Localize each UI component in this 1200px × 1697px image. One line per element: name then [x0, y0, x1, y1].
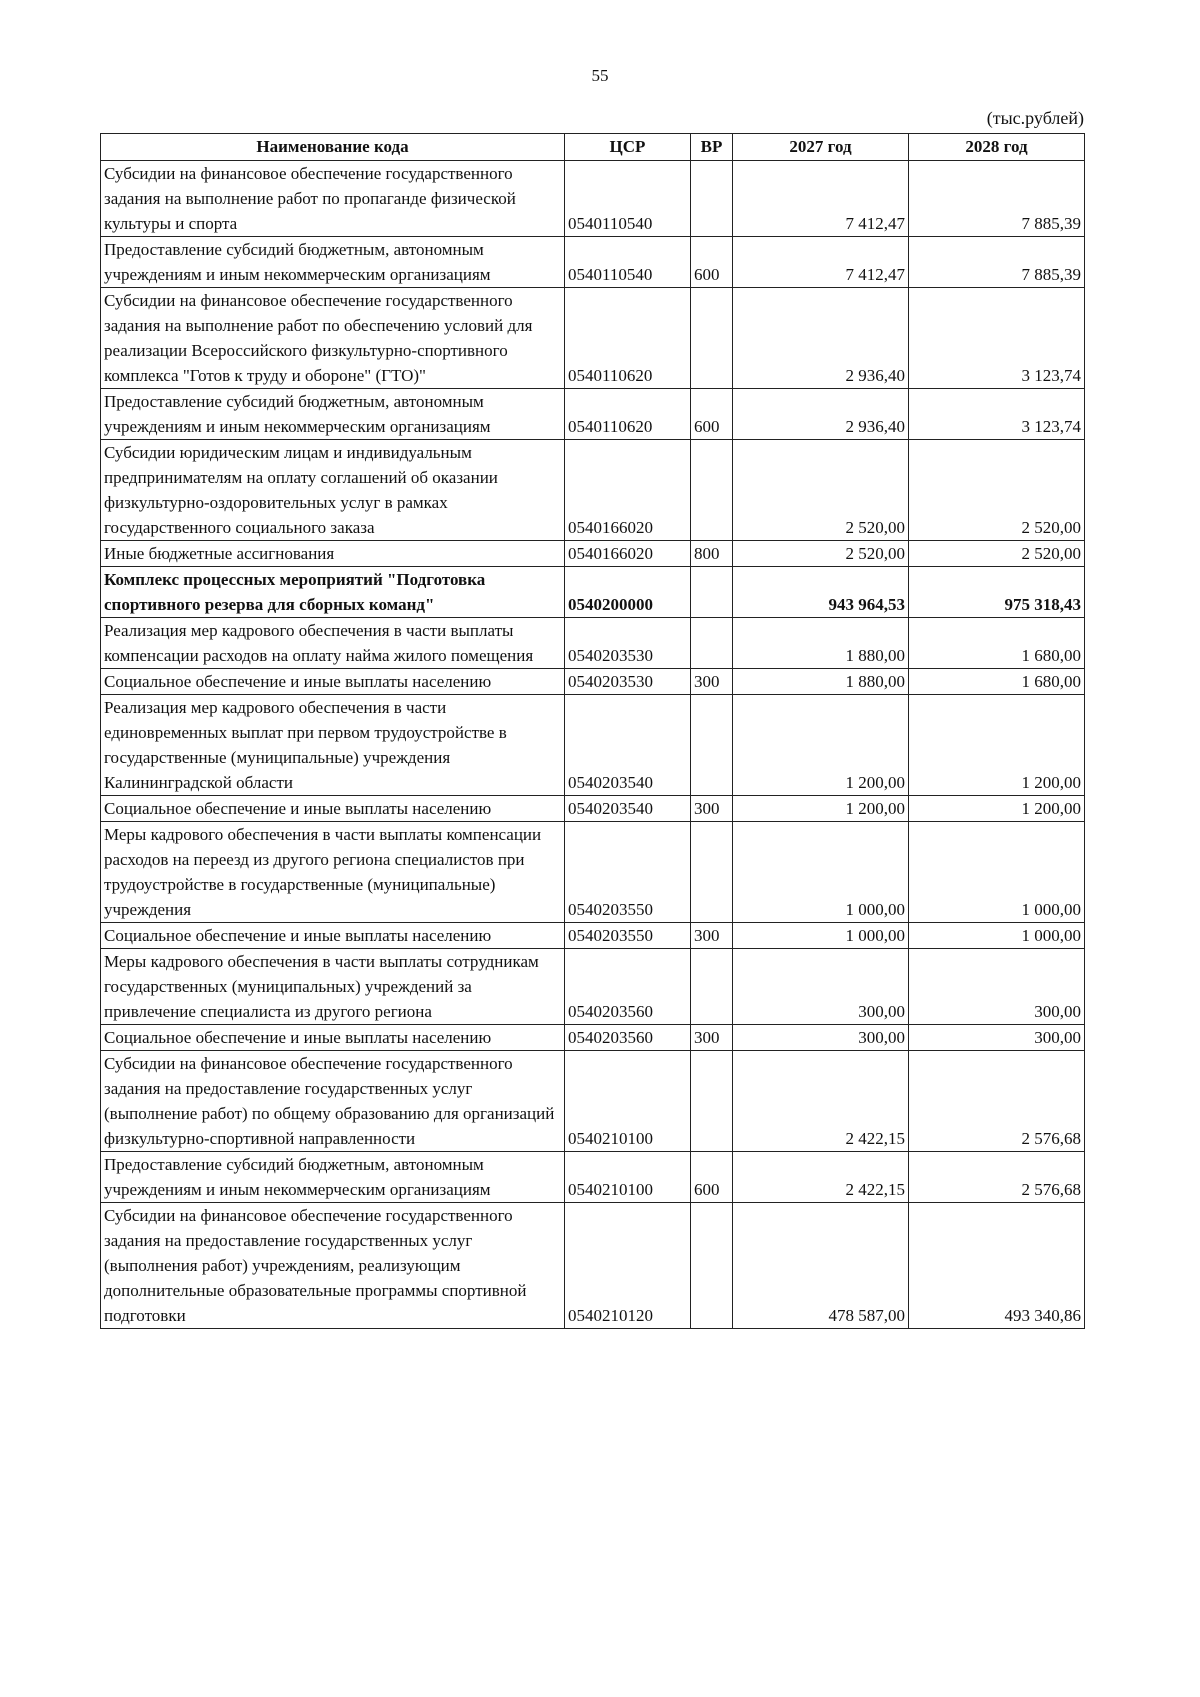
cell-2028: 300,00: [909, 949, 1085, 1025]
cell-2027: 7 412,47: [733, 237, 909, 288]
cell-2027: 300,00: [733, 949, 909, 1025]
cell-2027: 2 520,00: [733, 440, 909, 541]
cell-name: Субсидии на финансовое обеспечение государственного задания на предоставление государственных услуг (выполнение работ) по общему образованию для организаций физкультурно-спортивной направленности: [101, 1051, 565, 1152]
cell-vr: 300: [691, 796, 733, 822]
cell-csr: 0540210100: [565, 1152, 691, 1203]
cell-2027: 1 880,00: [733, 669, 909, 695]
cell-csr: 0540166020: [565, 440, 691, 541]
cell-name: Реализация мер кадрового обеспечения в части единовременных выплат при первом трудоустройстве в государственные (муниципальные) учреждения Калининградской области: [101, 695, 565, 796]
cell-csr: 0540203540: [565, 796, 691, 822]
cell-2027: 2 520,00: [733, 541, 909, 567]
table-row: [101, 1152, 1085, 1203]
table-row: [101, 288, 1085, 389]
table-row: [101, 1203, 1085, 1329]
cell-vr: [691, 695, 733, 796]
column-header-2028: 2028 год: [909, 134, 1085, 161]
cell-2027: 300,00: [733, 1025, 909, 1051]
cell-name: Предоставление субсидий бюджетным, автономным учреждениям и иным некоммерческим организациям: [101, 389, 565, 440]
cell-csr: 0540166020: [565, 541, 691, 567]
cell-2027: 1 880,00: [733, 618, 909, 669]
cell-vr: [691, 822, 733, 923]
cell-vr: [691, 440, 733, 541]
cell-csr: 0540200000: [565, 567, 691, 618]
cell-2028: 7 885,39: [909, 161, 1085, 237]
cell-2027: 2 936,40: [733, 389, 909, 440]
cell-2028: 2 576,68: [909, 1051, 1085, 1152]
table-row: [101, 669, 1085, 695]
cell-2028: 2 520,00: [909, 541, 1085, 567]
budget-table: [100, 133, 1085, 1329]
cell-vr: [691, 618, 733, 669]
cell-2027: 1 000,00: [733, 822, 909, 923]
table-row: [101, 822, 1085, 923]
table-row: [101, 695, 1085, 796]
cell-2027: 2 936,40: [733, 288, 909, 389]
table-row: [101, 618, 1085, 669]
cell-name: Меры кадрового обеспечения в части выплаты сотрудникам государственных (муниципальных) учреждений за привлечение специалиста из другого региона: [101, 949, 565, 1025]
cell-name: Комплекс процессных мероприятий "Подготовка спортивного резерва для сборных команд": [101, 567, 565, 618]
column-header-2027: 2027 год: [733, 134, 909, 161]
cell-name: Социальное обеспечение и иные выплаты населению: [101, 669, 565, 695]
cell-2028: 1 000,00: [909, 822, 1085, 923]
cell-csr: 0540203540: [565, 695, 691, 796]
cell-vr: [691, 567, 733, 618]
cell-name: Субсидии на финансовое обеспечение государственного задания на предоставление государственных услуг (выполнения работ) учреждениям, реализующим дополнительные образовательные программы спортивной подготовки: [101, 1203, 565, 1329]
cell-2028: 3 123,74: [909, 389, 1085, 440]
cell-name: Социальное обеспечение и иные выплаты населению: [101, 923, 565, 949]
table-row: [101, 237, 1085, 288]
cell-name: Предоставление субсидий бюджетным, автономным учреждениям и иным некоммерческим организациям: [101, 1152, 565, 1203]
table-row: [101, 567, 1085, 618]
table-row: [101, 389, 1085, 440]
table-row: [101, 949, 1085, 1025]
cell-csr: 0540210100: [565, 1051, 691, 1152]
cell-csr: 0540110620: [565, 389, 691, 440]
cell-2027: 943 964,53: [733, 567, 909, 618]
cell-vr: [691, 161, 733, 237]
cell-name: Социальное обеспечение и иные выплаты населению: [101, 1025, 565, 1051]
cell-2028: 1 200,00: [909, 796, 1085, 822]
cell-2028: 975 318,43: [909, 567, 1085, 618]
cell-csr: 0540203550: [565, 923, 691, 949]
cell-name: Субсидии юридическим лицам и индивидуальным предпринимателям на оплату соглашений об оказании физкультурно-оздоровительных услуг в рамках государственного социального заказа: [101, 440, 565, 541]
table-row: [101, 923, 1085, 949]
table-row: [101, 541, 1085, 567]
cell-csr: 0540203560: [565, 1025, 691, 1051]
cell-2027: 1 000,00: [733, 923, 909, 949]
page-number: 55: [591, 66, 609, 85]
cell-csr: 0540203530: [565, 669, 691, 695]
cell-vr: 600: [691, 1152, 733, 1203]
cell-vr: [691, 1203, 733, 1329]
cell-csr: 0540210120: [565, 1203, 691, 1329]
cell-name: Субсидии на финансовое обеспечение государственного задания на выполнение работ по обеспечению условий для реализации Всероссийского физкультурно-спортивного комплекса "Готов к труду и обороне" (ГТО)": [101, 288, 565, 389]
table-row: [101, 440, 1085, 541]
cell-2028: 493 340,86: [909, 1203, 1085, 1329]
cell-2028: 2 520,00: [909, 440, 1085, 541]
cell-vr: 600: [691, 389, 733, 440]
cell-2028: 1 000,00: [909, 923, 1085, 949]
cell-2028: 7 885,39: [909, 237, 1085, 288]
cell-csr: 0540203530: [565, 618, 691, 669]
table-row: [101, 1051, 1085, 1152]
cell-2028: 3 123,74: [909, 288, 1085, 389]
cell-2027: 1 200,00: [733, 796, 909, 822]
cell-2027: 2 422,15: [733, 1152, 909, 1203]
cell-csr: 0540203560: [565, 949, 691, 1025]
column-header-vr: ВР: [691, 134, 733, 161]
column-header-name: Наименование кода: [101, 134, 565, 161]
cell-name: Меры кадрового обеспечения в части выплаты компенсации расходов на переезд из другого региона специалистов при трудоустройстве в государственные (муниципальные) учреждения: [101, 822, 565, 923]
cell-name: Реализация мер кадрового обеспечения в части выплаты компенсации расходов на оплату найма жилого помещения: [101, 618, 565, 669]
cell-2027: 7 412,47: [733, 161, 909, 237]
cell-name: Предоставление субсидий бюджетным, автономным учреждениям и иным некоммерческим организациям: [101, 237, 565, 288]
cell-vr: [691, 949, 733, 1025]
cell-csr: 0540110540: [565, 161, 691, 237]
cell-csr: 0540203550: [565, 822, 691, 923]
cell-2028: 2 576,68: [909, 1152, 1085, 1203]
cell-vr: 600: [691, 237, 733, 288]
table-row: [101, 796, 1085, 822]
cell-name: Субсидии на финансовое обеспечение государственного задания на выполнение работ по пропаганде физической культуры и спорта: [101, 161, 565, 237]
cell-vr: 300: [691, 1025, 733, 1051]
table-row: [101, 1025, 1085, 1051]
cell-csr: 0540110620: [565, 288, 691, 389]
cell-vr: 300: [691, 669, 733, 695]
column-header-csr: ЦСР: [565, 134, 691, 161]
cell-csr: 0540110540: [565, 237, 691, 288]
cell-name: Социальное обеспечение и иные выплаты населению: [101, 796, 565, 822]
table-header-row: [101, 134, 1085, 161]
cell-vr: 800: [691, 541, 733, 567]
cell-2027: 478 587,00: [733, 1203, 909, 1329]
cell-2027: 2 422,15: [733, 1051, 909, 1152]
table-body: [101, 161, 1085, 1329]
table-row: [101, 161, 1085, 237]
cell-vr: 300: [691, 923, 733, 949]
cell-2028: 300,00: [909, 1025, 1085, 1051]
cell-vr: [691, 1051, 733, 1152]
cell-2028: 1 680,00: [909, 618, 1085, 669]
cell-vr: [691, 288, 733, 389]
cell-2027: 1 200,00: [733, 695, 909, 796]
cell-2028: 1 200,00: [909, 695, 1085, 796]
cell-name: Иные бюджетные ассигнования: [101, 541, 565, 567]
units-label: (тыс.рублей): [986, 108, 1084, 128]
cell-2028: 1 680,00: [909, 669, 1085, 695]
